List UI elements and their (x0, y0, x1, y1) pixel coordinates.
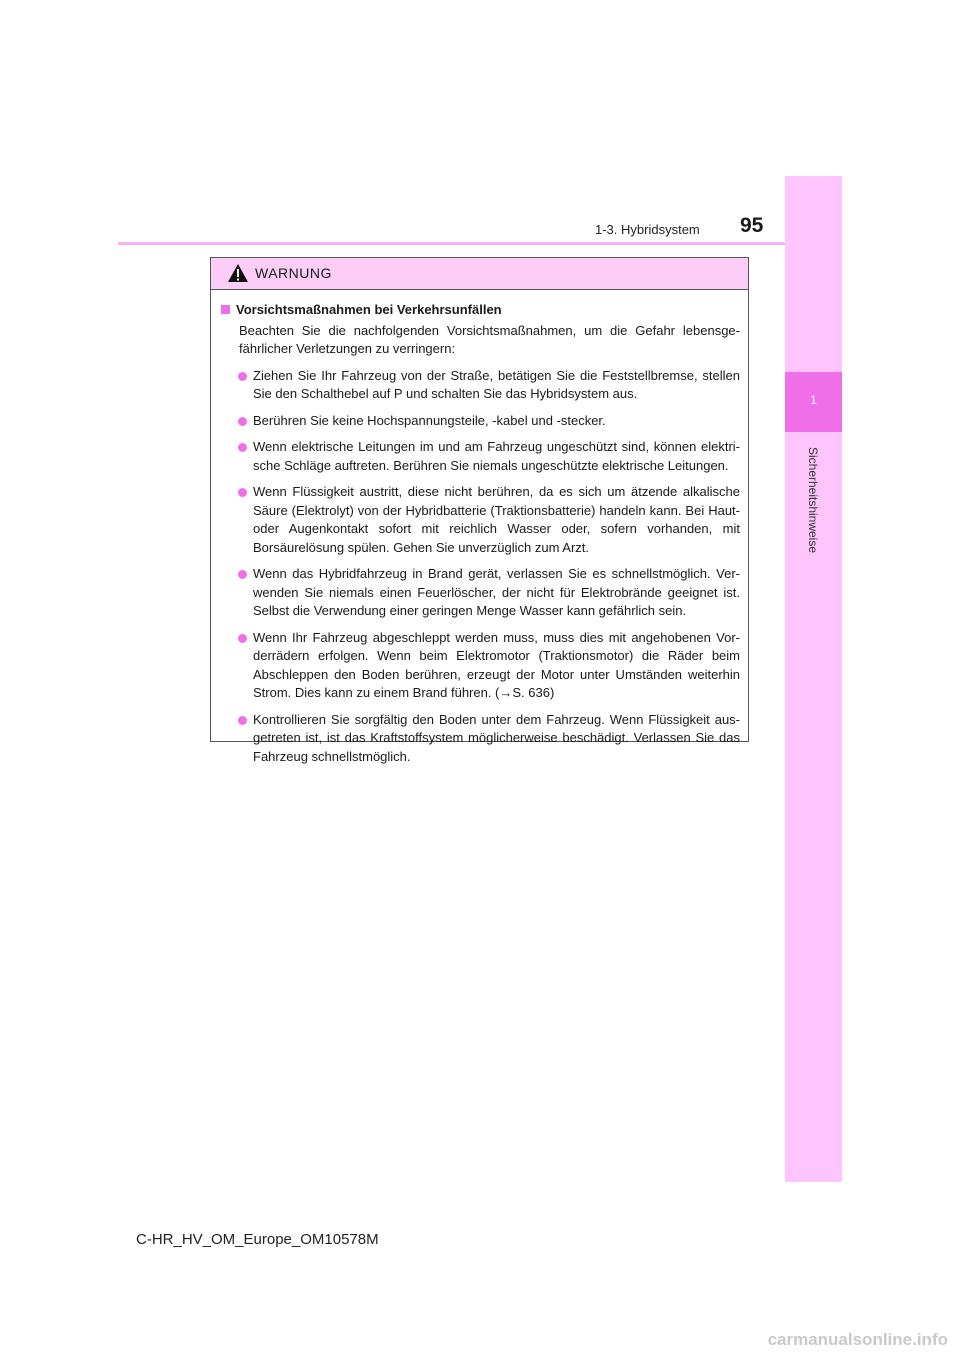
list-item-text: Wenn elektrische Leitungen im und am Fahrzeug ungeschützt sind, können elektri-sche Schläge auftreten. Berühren Sie niemals ungeschützte elektrische Leitungen. (253, 439, 740, 473)
section-title: 1-3. Hybridsystem (595, 222, 700, 237)
warning-title: WARNUNG (255, 265, 332, 281)
bullet-dot-icon (238, 716, 247, 725)
bullet-dot-icon (238, 570, 247, 579)
list-item-text: Wenn Ihr Fahrzeug abgeschleppt werden muss, muss dies mit angehobenen Vor-derrädern erfolgen. Wenn beim Elektromotor (Traktionsmotor) die Räder beim Abschleppen den Boden berühren, erzeugt der Motor unter Umständen weiterhin Strom. Dies kann zu einem Brand führen. (→S. 636) (253, 629, 740, 700)
chapter-number: 1 (810, 393, 817, 407)
side-tab (785, 176, 842, 1182)
warning-heading (221, 301, 740, 320)
list-item-text: Wenn das Hybridfahrzeug in Brand gerät, verlassen Sie es schnellstmöglich. Ver-wenden Sie niemals einen Feuerlöscher, der nicht für Elektrobrände geeignet ist. Selbst die Verwendung einer geringen Menge Wasser kann gefährlich sein. (253, 566, 740, 618)
list-item (221, 438, 740, 475)
warning-box (210, 257, 749, 764)
bullet-dot-icon (238, 443, 247, 452)
page-number: 95 (740, 214, 764, 237)
square-bullet-icon (221, 305, 230, 314)
list-item-text: Kontrollieren Sie sorgfältig den Boden unter dem Fahrzeug. Wenn Flüssigkeit aus-getreten ist, ist das Kraftstoffsystem möglicherweise beschädigt. Verlassen Sie das Fahrzeug schnellstmöglich. (253, 711, 740, 764)
bullet-dot-icon (238, 634, 247, 643)
bullet-dot-icon (238, 372, 247, 381)
list-item (221, 483, 740, 557)
header-divider (118, 242, 841, 245)
bullet-dot-icon (238, 488, 247, 497)
bullet-dot-icon (238, 417, 247, 426)
side-tab-label: Sicherheitshinweise (806, 446, 820, 554)
list-item-text: Ziehen Sie Ihr Fahrzeug von der Straße, betätigen Sie die Feststellbremse, stellen Sie den Schalthebel auf P und schalten Sie das Hybridsystem aus. (253, 367, 740, 401)
document-id: C-HR_HV_OM_Europe_OM10578M (136, 1231, 379, 1248)
list-item (221, 565, 740, 621)
list-item (221, 629, 740, 703)
warning-triangle-icon (227, 263, 249, 283)
list-item (221, 711, 740, 767)
warning-intro: Beachten Sie die nachfolgenden Vorsichtsmaßnahmen, um die Gefahr lebensge-fährlicher Verletzungen zu verringern: (239, 322, 740, 356)
warning-body (211, 290, 748, 766)
list-item-text: Wenn Flüssigkeit austritt, diese nicht berühren, da es sich um ätzende alkalische Säure (Elektrolyt) von der Hybridbatterie (Traktionsbatterie) handeln kann. Bei Haut- oder Augenkontakt sofort mit reichlich Wasser oder, sofern vorhanden, mit Borsäurelösung spülen. Gehen Sie unverzüglich zum Arzt. (253, 484, 740, 555)
watermark: carmanualsonline.info (767, 1330, 948, 1349)
list-item-text: Berühren Sie keine Hochspannungsteile, -kabel und -stecker. (253, 412, 606, 428)
list-item (221, 412, 740, 431)
warning-heading-text: Vorsichtsmaßnahmen bei Verkehrsunfällen (236, 302, 502, 317)
warning-header (211, 258, 748, 290)
list-item (221, 367, 740, 404)
